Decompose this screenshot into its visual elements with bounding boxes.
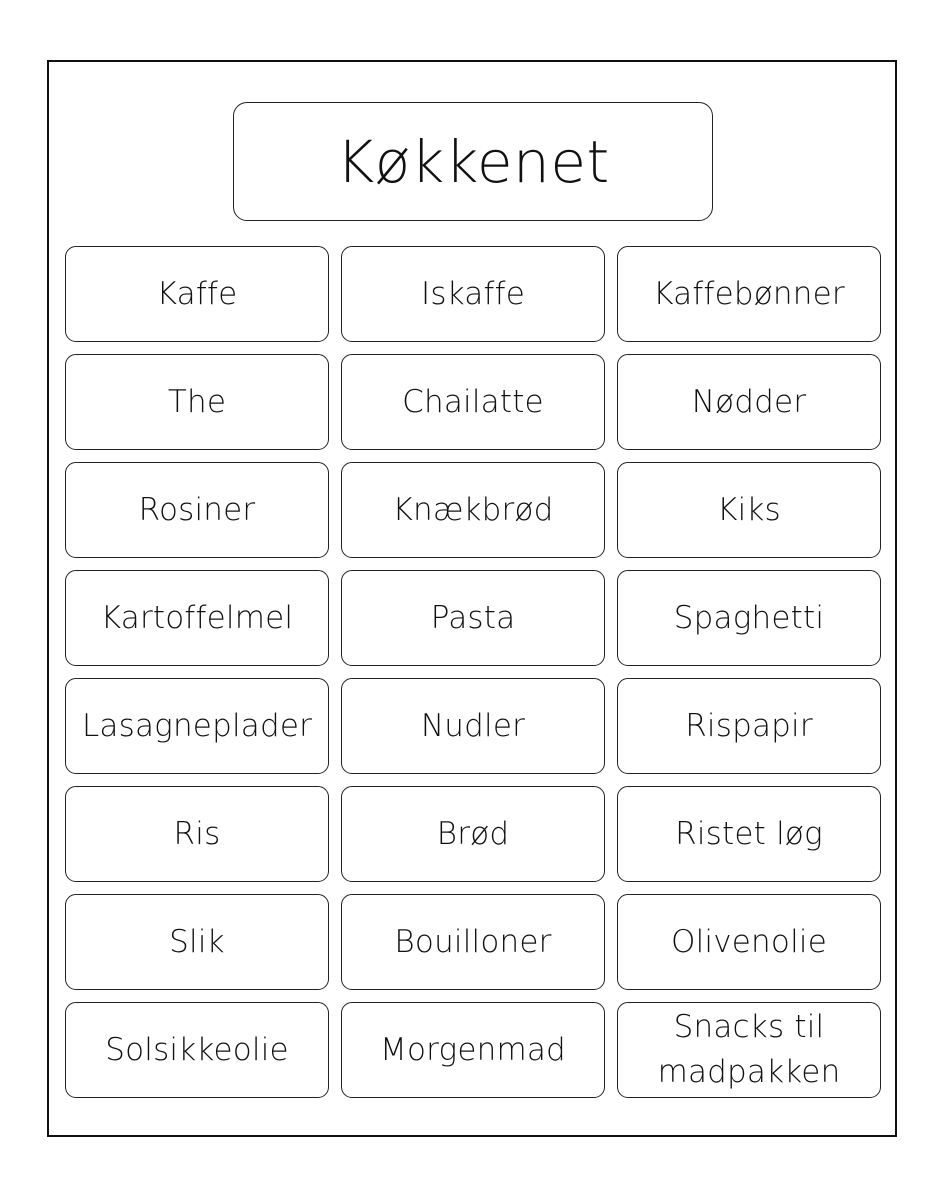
label-card	[341, 354, 605, 450]
label-card	[617, 462, 881, 558]
label-text: Nudler	[420, 707, 526, 744]
label-text: Ristet løg	[675, 815, 823, 852]
label-text: Solsikkeolie	[105, 1031, 289, 1068]
label-text: Kartoffelmel	[100, 599, 294, 636]
label-text: Olivenolie	[671, 923, 827, 960]
label-text: Slik	[169, 923, 225, 960]
label-text: Morgenmad	[380, 1031, 566, 1068]
label-text: Kiks	[717, 491, 781, 528]
label-card	[341, 246, 605, 342]
label-card	[65, 354, 329, 450]
label-card	[341, 462, 605, 558]
label-text: Iskaffe	[421, 275, 525, 312]
label-card	[65, 894, 329, 990]
label-text: Nødder	[691, 383, 807, 420]
label-card	[617, 246, 881, 342]
label-text: Knækbrød	[392, 491, 554, 528]
label-card	[341, 894, 605, 990]
label-text: Pasta	[430, 599, 516, 636]
label-text: Kaffebønner	[653, 275, 845, 312]
label-card	[617, 894, 881, 990]
label-card	[617, 570, 881, 666]
label-text: Rosiner	[138, 491, 256, 528]
label-text: Spaghetti	[673, 599, 825, 636]
label-card	[65, 462, 329, 558]
label-card	[617, 786, 881, 882]
label-text: Chailatte	[402, 383, 544, 420]
page-title: Køkkenet	[336, 127, 610, 196]
label-card	[617, 678, 881, 774]
label-text: Rispapir	[685, 707, 813, 744]
label-card	[65, 570, 329, 666]
label-text: Ris	[173, 815, 221, 852]
label-text: Bouilloner	[394, 923, 552, 960]
label-grid	[65, 246, 882, 1098]
label-text: Snacks til madpakken	[657, 1009, 841, 1090]
label-card	[341, 786, 605, 882]
label-card	[341, 570, 605, 666]
label-text: Kaffe	[156, 275, 238, 312]
label-card	[617, 354, 881, 450]
label-text: Brød	[436, 815, 510, 852]
label-card	[65, 1002, 329, 1098]
label-card	[65, 246, 329, 342]
label-card	[65, 786, 329, 882]
label-text: The	[167, 383, 227, 420]
label-card	[341, 678, 605, 774]
label-card	[617, 1002, 881, 1098]
label-card	[341, 1002, 605, 1098]
label-text: Lasagneplader	[81, 707, 313, 744]
title-label	[233, 102, 713, 221]
label-card	[65, 678, 329, 774]
